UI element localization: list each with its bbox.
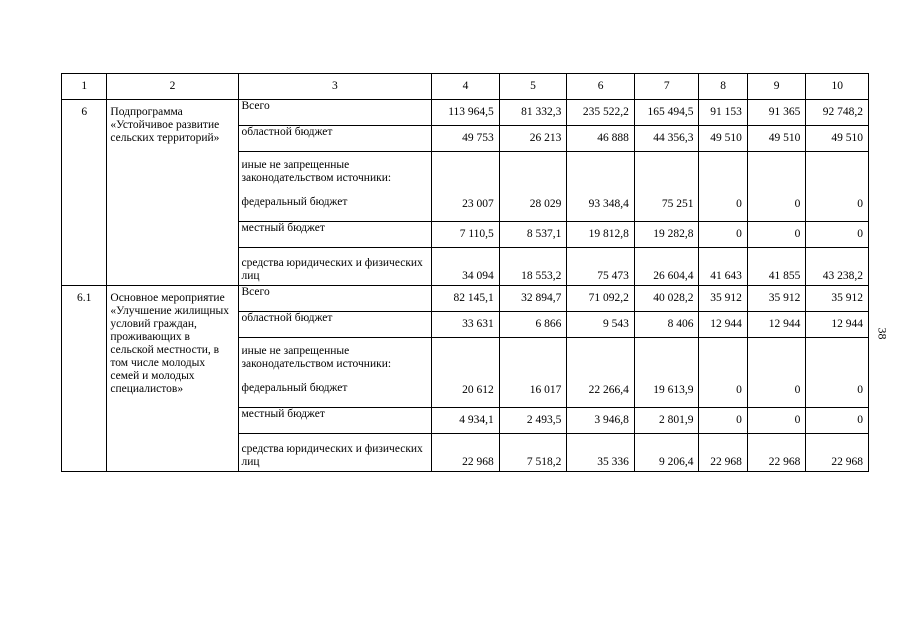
value-cell: 28 029 — [499, 152, 567, 222]
value-cell: 49 510 — [806, 126, 869, 152]
value-cell: 35 336 — [567, 434, 635, 472]
value-cell: 16 017 — [499, 338, 567, 408]
value-cell: 49 510 — [747, 126, 806, 152]
value-cell: 32 894,7 — [499, 286, 567, 312]
value-cell: 0 — [747, 408, 806, 434]
value-cell: 46 888 — [567, 126, 635, 152]
value-cell: 82 145,1 — [432, 286, 500, 312]
value-cell: 19 282,8 — [634, 222, 699, 248]
header-cell: 1 — [62, 74, 107, 100]
value-cell: 71 092,2 — [567, 286, 635, 312]
value-cell: 8 537,1 — [499, 222, 567, 248]
row-label: Всего — [238, 286, 432, 312]
value-cell: 19 613,9 — [634, 338, 699, 408]
value-cell: 35 912 — [747, 286, 806, 312]
value-cell: 75 251 — [634, 152, 699, 222]
value-cell: 91 153 — [699, 100, 747, 126]
value-cell: 0 — [806, 222, 869, 248]
value-cell: 22 968 — [806, 434, 869, 472]
value-cell: 2 493,5 — [499, 408, 567, 434]
header-cell: 4 — [432, 74, 500, 100]
header-cell: 5 — [499, 74, 567, 100]
header-cell: 8 — [699, 74, 747, 100]
row-label: местный бюджет — [238, 408, 432, 434]
header-cell: 6 — [567, 74, 635, 100]
value-cell: 35 912 — [699, 286, 747, 312]
section-title: Основное мероприятие «Улучшение жилищных условий граждан, проживающих в сельской местности, в том числе молодых семей и молодых специалистов» — [107, 286, 238, 472]
value-cell: 113 964,5 — [432, 100, 500, 126]
value-cell: 18 553,2 — [499, 248, 567, 286]
value-cell: 0 — [806, 152, 869, 222]
header-cell: 9 — [747, 74, 806, 100]
section-number: 6 — [62, 100, 107, 286]
value-cell: 34 094 — [432, 248, 500, 286]
row-label — [238, 338, 432, 408]
value-cell: 20 612 — [432, 338, 500, 408]
value-cell: 22 968 — [432, 434, 500, 472]
value-cell: 0 — [699, 338, 747, 408]
federal-budget-label: федеральный бюджет — [241, 382, 348, 394]
value-cell: 0 — [806, 338, 869, 408]
page-number: 38 — [875, 327, 890, 340]
value-cell: 0 — [806, 408, 869, 434]
value-cell: 12 944 — [806, 312, 869, 338]
other-sources-label: иные не запрещенные законодательством источники: — [241, 345, 392, 370]
header-cell: 7 — [634, 74, 699, 100]
header-cell: 3 — [238, 74, 432, 100]
value-cell: 9 206,4 — [634, 434, 699, 472]
value-cell: 8 406 — [634, 312, 699, 338]
value-cell: 9 543 — [567, 312, 635, 338]
value-cell: 6 866 — [499, 312, 567, 338]
value-cell: 92 748,2 — [806, 100, 869, 126]
value-cell: 43 238,2 — [806, 248, 869, 286]
value-cell: 2 801,9 — [634, 408, 699, 434]
value-cell: 12 944 — [699, 312, 747, 338]
value-cell: 22 968 — [747, 434, 806, 472]
value-cell: 81 332,3 — [499, 100, 567, 126]
value-cell: 3 946,8 — [567, 408, 635, 434]
value-cell: 0 — [699, 222, 747, 248]
row-label: местный бюджет — [238, 222, 432, 248]
row-label: областной бюджет — [238, 312, 432, 338]
value-cell: 91 365 — [747, 100, 806, 126]
value-cell: 44 356,3 — [634, 126, 699, 152]
value-cell: 40 028,2 — [634, 286, 699, 312]
value-cell: 41 643 — [699, 248, 747, 286]
value-cell: 49 753 — [432, 126, 500, 152]
value-cell: 33 631 — [432, 312, 500, 338]
value-cell: 22 266,4 — [567, 338, 635, 408]
section-number: 6.1 — [62, 286, 107, 472]
value-cell: 4 934,1 — [432, 408, 500, 434]
value-cell: 0 — [747, 222, 806, 248]
value-cell: 0 — [747, 152, 806, 222]
row-label: средства юридических и физических лиц — [238, 248, 432, 286]
value-cell: 23 007 — [432, 152, 500, 222]
value-cell: 26 604,4 — [634, 248, 699, 286]
row-label — [238, 152, 432, 222]
value-cell: 49 510 — [699, 126, 747, 152]
value-cell: 12 944 — [747, 312, 806, 338]
value-cell: 35 912 — [806, 286, 869, 312]
row-label: средства юридических и физических лиц — [238, 434, 432, 472]
value-cell: 22 968 — [699, 434, 747, 472]
value-cell: 26 213 — [499, 126, 567, 152]
header-cell: 10 — [806, 74, 869, 100]
federal-budget-label: федеральный бюджет — [241, 196, 348, 208]
value-cell: 0 — [699, 408, 747, 434]
header-cell: 2 — [107, 74, 238, 100]
other-sources-label: иные не запрещенные законодательством источники: — [241, 159, 392, 184]
value-cell: 7 518,2 — [499, 434, 567, 472]
table-row — [62, 286, 869, 312]
column-number-row — [62, 74, 869, 100]
section-title: Подпрограмма «Устойчивое развитие сельских территорий» — [107, 100, 238, 286]
value-cell: 0 — [699, 152, 747, 222]
value-cell: 19 812,8 — [567, 222, 635, 248]
value-cell: 0 — [747, 338, 806, 408]
table-row — [62, 100, 869, 126]
value-cell: 7 110,5 — [432, 222, 500, 248]
value-cell: 165 494,5 — [634, 100, 699, 126]
row-label: Всего — [238, 100, 432, 126]
value-cell: 235 522,2 — [567, 100, 635, 126]
value-cell: 41 855 — [747, 248, 806, 286]
budget-table — [61, 73, 869, 472]
value-cell: 93 348,4 — [567, 152, 635, 222]
value-cell: 75 473 — [567, 248, 635, 286]
row-label: областной бюджет — [238, 126, 432, 152]
